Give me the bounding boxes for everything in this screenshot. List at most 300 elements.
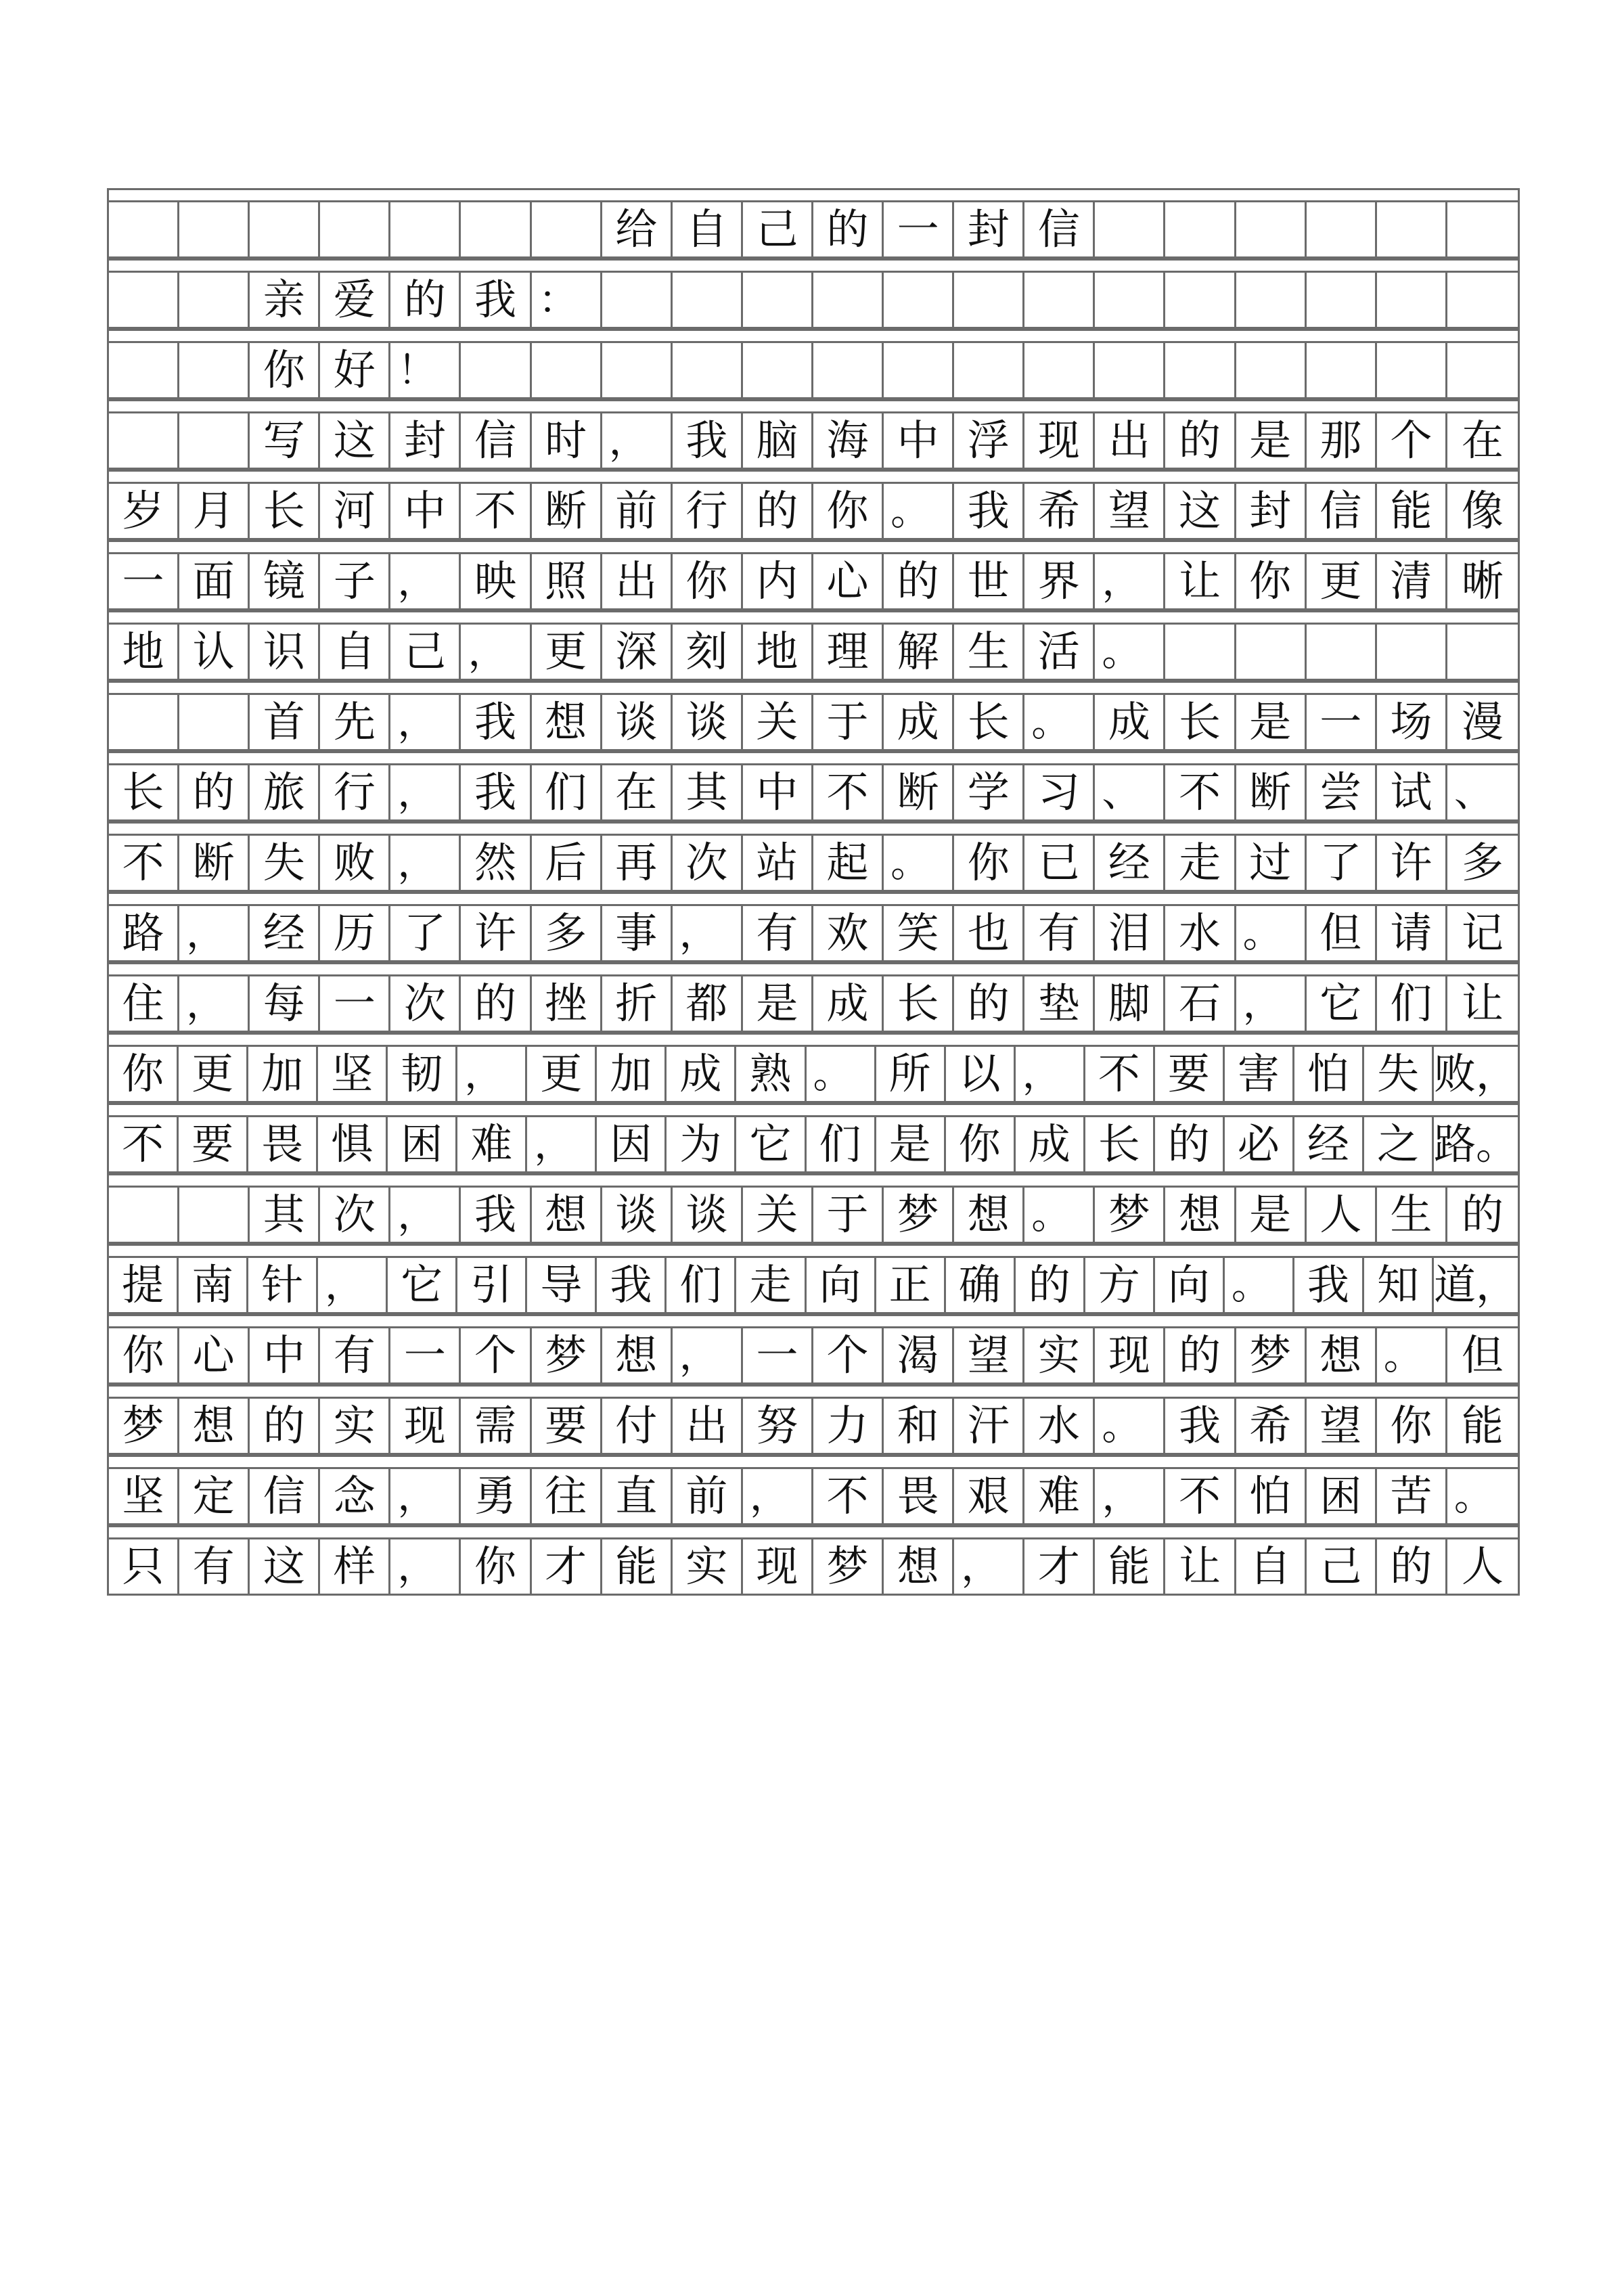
line-spacer	[109, 1173, 1518, 1186]
grid-cell: 生	[954, 625, 1024, 679]
grid-cell	[461, 343, 531, 397]
grid-cell: 信	[1307, 484, 1377, 538]
grid-cell	[1377, 202, 1447, 256]
grid-cell: 知	[1364, 1258, 1434, 1312]
grid-cell: 们	[807, 1117, 876, 1171]
grid-cell: 加	[248, 1047, 318, 1101]
grid-cell	[1447, 625, 1518, 679]
grid-cell: 的	[954, 976, 1024, 1031]
grid-cell: 力	[813, 1399, 884, 1453]
grid-cell: 要	[1155, 1047, 1225, 1101]
grid-cell: 才	[532, 1539, 602, 1594]
grid-cell: 希	[1236, 1399, 1307, 1453]
grid-cell: 败，	[1433, 1049, 1518, 1098]
grid-cell: 都	[673, 976, 743, 1031]
grid-cell: 己	[743, 202, 813, 256]
grid-cell: 为	[667, 1117, 736, 1171]
grid-cell: 水	[1165, 906, 1236, 960]
grid-cell: 难	[1024, 1469, 1095, 1523]
grid-cell: 。	[1095, 1399, 1165, 1453]
grid-cell: 个	[813, 1328, 884, 1382]
grid-cell: 、	[1453, 769, 1493, 815]
grid-cell	[1165, 625, 1236, 679]
grid-cell: 能	[1377, 484, 1447, 538]
grid-cell	[532, 343, 602, 397]
grid-cell: ！	[390, 343, 461, 397]
grid-cell: 确	[946, 1258, 1016, 1312]
grid-cell: 成	[1095, 695, 1165, 749]
grid-cell	[673, 273, 743, 327]
grid-cell: 必	[1225, 1117, 1294, 1171]
grid-row	[109, 974, 1518, 1033]
manuscript-line	[109, 1314, 1518, 1385]
grid-cell: 样	[320, 1539, 390, 1594]
grid-cell: 但	[1307, 906, 1377, 960]
grid-cell: 能	[602, 1539, 673, 1594]
grid-cell: 前	[673, 1469, 743, 1523]
grid-row	[109, 1467, 1518, 1525]
grid-cell: ，	[390, 765, 461, 819]
grid-row	[109, 1115, 1518, 1173]
grid-cell: 内	[743, 554, 813, 608]
grid-cell: 能	[1095, 1539, 1165, 1594]
grid-cell: 努	[743, 1399, 813, 1453]
grid-cell: 写	[250, 413, 320, 468]
grid-cell: 泪	[1095, 906, 1165, 960]
grid-cell	[1307, 273, 1377, 327]
grid-row	[109, 693, 1518, 751]
grid-cell: 学	[954, 765, 1024, 819]
grid-cell: 地	[743, 625, 813, 679]
grid-cell: 导	[527, 1258, 597, 1312]
grid-cell: 是	[1236, 695, 1307, 749]
grid-cell: 经	[1294, 1117, 1364, 1171]
grid-cell	[250, 202, 320, 256]
grid-cell: 梦	[532, 1328, 602, 1382]
grid-cell: 出	[673, 1399, 743, 1453]
grid-cell: ，	[954, 1539, 1024, 1594]
grid-cell: 惧	[318, 1117, 388, 1171]
line-spacer	[109, 1314, 1518, 1326]
grid-cell: 想	[602, 1328, 673, 1382]
grid-cell	[673, 343, 743, 397]
grid-cell: 首	[250, 695, 320, 749]
grid-cell: ，	[390, 836, 461, 890]
grid-row	[109, 1537, 1518, 1596]
manuscript-line	[109, 1244, 1518, 1314]
grid-cell	[954, 343, 1024, 397]
grid-cell: ，	[1095, 554, 1165, 608]
grid-cell: 。	[1236, 906, 1307, 960]
grid-cell	[179, 343, 250, 397]
line-spacer	[109, 540, 1518, 552]
grid-cell: 艰	[954, 1469, 1024, 1523]
grid-cell: 长	[1085, 1117, 1155, 1171]
grid-cell: 住	[109, 976, 179, 1031]
grid-cell	[743, 343, 813, 397]
grid-cell	[1236, 202, 1307, 256]
grid-cell	[109, 273, 179, 327]
grid-cell: 长	[884, 976, 954, 1031]
grid-cell: ：	[532, 273, 602, 327]
grid-cell: 先	[320, 695, 390, 749]
grid-cell: 也	[954, 906, 1024, 960]
grid-cell	[1095, 343, 1165, 397]
grid-cell	[1307, 343, 1377, 397]
grid-cell: 难	[457, 1117, 527, 1171]
grid-cell: 其	[250, 1188, 320, 1242]
grid-cell: 个	[1377, 413, 1447, 468]
grid-cell: 有	[320, 1328, 390, 1382]
grid-cell: 的	[743, 484, 813, 538]
grid-cell	[1307, 625, 1377, 679]
grid-cell: 请	[1377, 906, 1447, 960]
grid-cell: 自	[1236, 1539, 1307, 1594]
manuscript-line	[109, 681, 1518, 751]
grid-cell: 的	[1377, 1539, 1447, 1594]
grid-cell: 地	[109, 625, 179, 679]
grid-cell: 你	[1377, 1399, 1447, 1453]
grid-cell: 汗	[954, 1399, 1024, 1453]
grid-cell: 映	[461, 554, 531, 608]
grid-cell: ，	[457, 1047, 527, 1101]
grid-cell: 漫	[1461, 697, 1504, 746]
grid-cell	[532, 202, 602, 256]
grid-cell: 成	[884, 695, 954, 749]
manuscript-line	[109, 1103, 1518, 1173]
grid-cell: 人	[1461, 1541, 1504, 1591]
grid-cell	[1447, 202, 1518, 256]
grid-cell: 的	[1461, 1190, 1504, 1239]
grid-cell: 想	[1165, 1188, 1236, 1242]
grid-cell: 更	[532, 625, 602, 679]
grid-cell: 失	[250, 836, 320, 890]
grid-cell: 我	[461, 273, 531, 327]
grid-cell: 梦	[109, 1399, 179, 1453]
grid-cell: 好	[320, 343, 390, 397]
grid-cell: 针	[248, 1258, 318, 1312]
grid-cell: 以	[946, 1047, 1016, 1101]
grid-cell: 的	[1155, 1117, 1225, 1171]
line-spacer	[109, 892, 1518, 904]
grid-cell: ，	[673, 906, 743, 960]
grid-cell: 的	[390, 273, 461, 327]
grid-cell: 刻	[673, 625, 743, 679]
grid-cell: 识	[250, 625, 320, 679]
grid-cell: 晰	[1461, 556, 1504, 606]
grid-cell: 我	[461, 765, 531, 819]
grid-cell: 面	[179, 554, 250, 608]
grid-cell: 但	[1461, 1330, 1504, 1380]
manuscript-grid-sheet	[107, 188, 1520, 1596]
grid-cell: 直	[602, 1469, 673, 1523]
grid-cell: 。	[1024, 1188, 1095, 1242]
grid-cell: 自	[320, 625, 390, 679]
grid-cell: 谈	[673, 695, 743, 749]
grid-cell	[109, 202, 179, 256]
grid-cell: 希	[1024, 484, 1095, 538]
grid-cell: 关	[743, 1188, 813, 1242]
line-spacer	[109, 1525, 1518, 1537]
grid-cell: 再	[602, 836, 673, 890]
grid-row	[109, 834, 1518, 892]
manuscript-line	[109, 399, 1518, 470]
grid-cell: 畏	[884, 1469, 954, 1523]
grid-cell: 梦	[884, 1188, 954, 1242]
grid-cell: 们	[1377, 976, 1447, 1031]
grid-cell	[1024, 273, 1095, 327]
grid-cell: 不	[461, 484, 531, 538]
manuscript-line	[109, 188, 1518, 258]
grid-cell: 失	[1364, 1047, 1434, 1101]
grid-cell	[743, 273, 813, 327]
grid-cell: 出	[1095, 413, 1165, 468]
grid-cell: 。	[1095, 625, 1165, 679]
grid-cell: 旅	[250, 765, 320, 819]
grid-cell: 。	[1453, 1473, 1493, 1519]
grid-cell: 海	[813, 413, 884, 468]
grid-cell: 畏	[248, 1117, 318, 1171]
grid-cell: 试	[1377, 765, 1447, 819]
grid-cell: 世	[954, 554, 1024, 608]
grid-cell: ，	[461, 625, 531, 679]
grid-cell: 次	[320, 1188, 390, 1242]
grid-cell: 。	[884, 484, 954, 538]
grid-row	[109, 200, 1518, 258]
manuscript-line	[109, 1033, 1518, 1103]
grid-cell: 定	[179, 1469, 250, 1523]
grid-cell: 心	[179, 1328, 250, 1382]
grid-cell: 我	[461, 1188, 531, 1242]
grid-cell: 所	[876, 1047, 946, 1101]
grid-cell: 后	[532, 836, 602, 890]
grid-cell: 场	[1377, 695, 1447, 749]
grid-cell: 解	[884, 625, 954, 679]
grid-cell: 有	[179, 1539, 250, 1594]
grid-cell: ，	[390, 695, 461, 749]
line-spacer	[109, 1033, 1518, 1045]
line-spacer	[109, 962, 1518, 974]
grid-cell	[179, 1188, 250, 1242]
grid-cell	[1024, 343, 1095, 397]
grid-cell: 怕	[1294, 1047, 1364, 1101]
grid-cell: 亲	[250, 273, 320, 327]
grid-cell: 路	[109, 906, 179, 960]
grid-cell: 提	[109, 1258, 179, 1312]
grid-cell: 我	[1294, 1258, 1364, 1312]
grid-cell: 要	[179, 1117, 248, 1171]
grid-cell: 坚	[318, 1047, 388, 1101]
grid-row	[109, 1045, 1518, 1103]
grid-cell: 时	[532, 413, 602, 468]
grid-cell: 不	[109, 1117, 179, 1171]
grid-cell: 中	[743, 765, 813, 819]
grid-cell: 照	[532, 554, 602, 608]
grid-cell: 让	[1461, 978, 1504, 1028]
grid-cell: 的	[250, 1399, 320, 1453]
grid-cell: 经	[1095, 836, 1165, 890]
grid-cell: ，	[390, 1188, 461, 1242]
grid-cell	[1165, 343, 1236, 397]
grid-cell: 在	[602, 765, 673, 819]
grid-cell: 封	[954, 202, 1024, 256]
grid-cell: 南	[179, 1258, 248, 1312]
grid-cell: 正	[876, 1258, 946, 1312]
grid-cell: 走	[736, 1258, 806, 1312]
line-spacer	[109, 1103, 1518, 1115]
grid-cell	[884, 343, 954, 397]
grid-cell: 要	[532, 1399, 602, 1453]
grid-cell: 困	[388, 1117, 457, 1171]
grid-cell: 让	[1165, 554, 1236, 608]
manuscript-line	[109, 258, 1518, 329]
grid-cell: 想	[954, 1188, 1024, 1242]
grid-cell: 的	[884, 554, 954, 608]
grid-cell: 苦	[1377, 1469, 1447, 1523]
grid-cell: 们	[532, 765, 602, 819]
grid-cell	[109, 343, 179, 397]
grid-cell: 是	[1236, 1188, 1307, 1242]
grid-cell: 于	[813, 1188, 884, 1242]
grid-cell: 你	[946, 1117, 1016, 1171]
grid-cell: 了	[1307, 836, 1377, 890]
grid-cell: 走	[1165, 836, 1236, 890]
grid-cell: 不	[109, 836, 179, 890]
line-spacer	[109, 470, 1518, 482]
grid-cell: 是	[1236, 413, 1307, 468]
grid-cell: 封	[390, 413, 461, 468]
grid-cell: 已	[1024, 836, 1095, 890]
grid-cell: 更	[527, 1047, 597, 1101]
grid-cell: 过	[1236, 836, 1307, 890]
grid-cell: 之	[1364, 1117, 1434, 1171]
grid-cell: 韧	[388, 1047, 457, 1101]
grid-cell: 长	[109, 765, 179, 819]
grid-cell: 折	[602, 976, 673, 1031]
grid-cell: 生	[1377, 1188, 1447, 1242]
grid-cell: 一	[320, 976, 390, 1031]
grid-cell: 然	[461, 836, 531, 890]
grid-cell: 起	[813, 836, 884, 890]
line-spacer	[109, 681, 1518, 693]
grid-row	[109, 763, 1518, 821]
grid-cell: 实	[320, 1399, 390, 1453]
manuscript-line	[109, 751, 1518, 821]
grid-cell: 付	[602, 1399, 673, 1453]
grid-cell	[1236, 343, 1307, 397]
grid-cell	[179, 273, 250, 327]
grid-cell: 渴	[884, 1328, 954, 1382]
grid-cell: 方	[1085, 1258, 1155, 1312]
grid-cell: 想	[532, 695, 602, 749]
grid-cell: 这	[250, 1539, 320, 1594]
grid-row	[109, 1256, 1518, 1314]
manuscript-line	[109, 1525, 1518, 1596]
grid-cell: 谈	[673, 1188, 743, 1242]
grid-cell: 和	[884, 1399, 954, 1453]
grid-cell	[320, 202, 390, 256]
grid-cell: 次	[673, 836, 743, 890]
grid-cell: 挫	[532, 976, 602, 1031]
grid-cell: 中	[390, 484, 461, 538]
grid-cell: 梦	[813, 1539, 884, 1594]
grid-cell: 个	[461, 1328, 531, 1382]
grid-cell: 一	[1307, 695, 1377, 749]
grid-cell: 不	[1165, 1469, 1236, 1523]
grid-cell: 的	[1165, 1328, 1236, 1382]
grid-cell: 往	[532, 1469, 602, 1523]
grid-row	[109, 552, 1518, 610]
grid-row	[109, 341, 1518, 399]
grid-cell: ，	[1095, 1469, 1165, 1523]
grid-cell: 深	[602, 625, 673, 679]
grid-cell	[602, 273, 673, 327]
grid-cell: 关	[743, 695, 813, 749]
grid-cell: 现	[743, 1539, 813, 1594]
grid-cell: 向	[1155, 1258, 1225, 1312]
grid-cell: 你	[461, 1539, 531, 1594]
grid-cell: 成	[667, 1047, 736, 1101]
grid-cell: 困	[1307, 1469, 1377, 1523]
grid-cell: 能	[1461, 1401, 1504, 1450]
grid-cell: 熟	[736, 1047, 806, 1101]
grid-cell: 加	[597, 1047, 667, 1101]
grid-cell: 更	[1307, 554, 1377, 608]
grid-cell: 你	[109, 1047, 179, 1101]
grid-cell: 尝	[1307, 765, 1377, 819]
grid-cell: 路。	[1433, 1119, 1518, 1169]
grid-cell: 你	[250, 343, 320, 397]
grid-cell: 一	[109, 554, 179, 608]
grid-cell	[461, 202, 531, 256]
grid-cell: 中	[250, 1328, 320, 1382]
grid-cell: 你	[109, 1328, 179, 1382]
grid-cell: ，	[390, 554, 461, 608]
line-spacer	[109, 1385, 1518, 1397]
grid-cell: ，	[318, 1258, 388, 1312]
grid-cell: 信	[250, 1469, 320, 1523]
grid-cell: 现	[390, 1399, 461, 1453]
grid-cell: 想	[532, 1188, 602, 1242]
grid-cell: 在	[1461, 415, 1504, 465]
grid-row	[109, 271, 1518, 329]
grid-cell	[179, 413, 250, 468]
manuscript-line	[109, 962, 1518, 1033]
line-spacer	[109, 610, 1518, 623]
grid-cell: 。	[1225, 1258, 1294, 1312]
grid-row	[109, 1186, 1518, 1244]
line-spacer	[109, 329, 1518, 341]
grid-cell: 长	[250, 484, 320, 538]
grid-cell: ，	[1236, 976, 1307, 1031]
grid-cell: ，	[179, 976, 250, 1031]
grid-cell	[813, 343, 884, 397]
grid-cell: 断	[179, 836, 250, 890]
grid-cell: 断	[1236, 765, 1307, 819]
grid-cell: 坚	[109, 1469, 179, 1523]
grid-cell: 清	[1377, 554, 1447, 608]
grid-cell: 。	[884, 836, 954, 890]
grid-cell: 的	[179, 765, 250, 819]
grid-cell: 习	[1024, 765, 1095, 819]
grid-cell: 你	[813, 484, 884, 538]
grid-cell: 欢	[813, 906, 884, 960]
grid-cell: 己	[1307, 1539, 1377, 1594]
grid-cell: 次	[390, 976, 461, 1031]
grid-cell: 我	[673, 413, 743, 468]
grid-cell: 行	[673, 484, 743, 538]
grid-cell: ，	[1016, 1047, 1085, 1101]
